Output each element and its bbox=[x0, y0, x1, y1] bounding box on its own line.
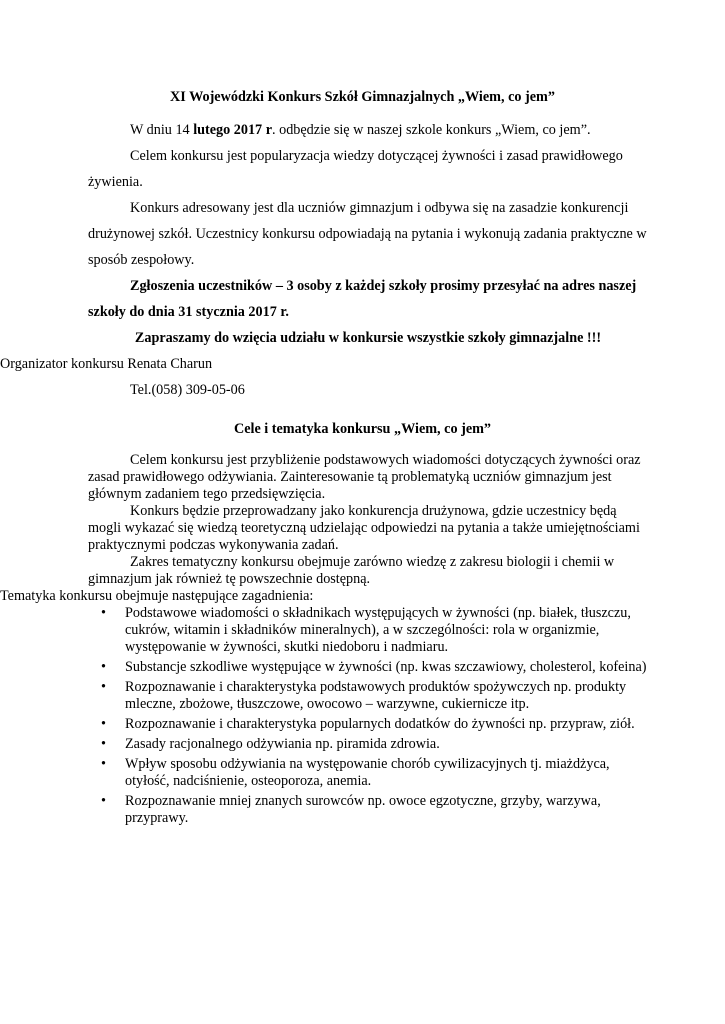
bullet-icon: • bbox=[101, 679, 106, 695]
topics-list bbox=[88, 605, 648, 827]
topic-text: Zasady racjonalnego odżywiania np. piramida zdrowia. bbox=[125, 736, 440, 752]
list-item bbox=[88, 756, 648, 790]
phone-line: Tel.(058) 309-05-06 bbox=[130, 382, 245, 398]
date-text-pre: W dniu 14 bbox=[130, 122, 194, 138]
goals-title: Cele i tematyka konkursu „Wiem, co jem” bbox=[233, 421, 492, 437]
bullet-icon: • bbox=[101, 605, 106, 621]
bullet-icon: • bbox=[101, 793, 106, 809]
list-item bbox=[88, 793, 648, 827]
topic-text: Wpływ sposobu odżywiania na występowanie chorób cywilizacyjnych tj. miażdżyca, otyłość, nadciśnienie, osteoporoza, anemia. bbox=[125, 756, 610, 789]
list-item bbox=[88, 736, 648, 753]
organizer-text: Organizator konkursu Renata Charun bbox=[0, 356, 213, 372]
list-item bbox=[88, 679, 648, 713]
topic-text: Rozpoznawanie i charakterystyka podstawowych produktów spożywczych np. produkty mleczne, zbożowe, tłuszczowe, owocowo – warzywne, cukiernicze itp. bbox=[125, 679, 627, 712]
date-text-post: . odbędzie się w naszej szkole konkurs „Wiem, co jem”. bbox=[272, 122, 591, 138]
bullet-icon: • bbox=[101, 716, 106, 732]
goals-paragraph-2: Konkurs będzie przeprowadzany jako konkurencja drużynowa, gdzie uczestnicy będą mogli wykazać się wiedzą teoretyczną udzielając odpowiedzi na pytania a także umiejętnościami praktycznymi podczas wykonywania zadań. bbox=[88, 503, 640, 553]
topic-text: Rozpoznawanie mniej znanych surowców np. owoce egzotyczne, grzyby, warzywa, przyprawy. bbox=[125, 793, 601, 826]
announcement-section bbox=[0, 117, 648, 403]
date-text-bold: lutego 2017 r bbox=[193, 122, 272, 138]
organizer-line bbox=[0, 351, 648, 377]
purpose-paragraph: Celem konkursu jest popularyzacja wiedzy dotyczącej żywności i zasad prawidłowego żywienia. bbox=[88, 148, 623, 190]
invitation-paragraph: Zapraszamy do wzięcia udziału w konkursie wszystkie szkoły gimnazjalne !!! bbox=[134, 330, 602, 346]
bullet-icon: • bbox=[101, 736, 106, 752]
goals-section bbox=[0, 452, 648, 830]
registration-paragraph: Zgłoszenia uczestników – 3 osoby z każdej szkoły prosimy przesyłać na adres naszej szkoły do dnia 31 stycznia 2017 r. bbox=[88, 278, 637, 320]
bullet-icon: • bbox=[101, 659, 106, 675]
list-item bbox=[88, 716, 648, 733]
announcement-date-paragraph bbox=[88, 117, 648, 143]
topic-text: Rozpoznawanie i charakterystyka popularnych dodatków do żywności np. przypraw, ziół. bbox=[125, 716, 635, 732]
goals-paragraph-3: Zakres tematyczny konkursu obejmuje zarówno wiedzę z zakresu biologii i chemii w gimnazjum jak również tę powszechnie dostępną. bbox=[88, 554, 615, 587]
audience-paragraph: Konkurs adresowany jest dla uczniów gimnazjum i odbywa się na zasadzie konkurencji drużynowej szkół. Uczestnicy konkursu odpowiadają na pytania i wykonują zadania praktyczne w sposób zespołowy. bbox=[88, 200, 647, 268]
list-item bbox=[88, 659, 648, 676]
topics-intro: Tematyka konkursu obejmuje następujące zagadnienia: bbox=[0, 588, 314, 604]
list-item bbox=[88, 605, 648, 656]
bullet-icon: • bbox=[101, 756, 106, 772]
topic-text: Podstawowe wiadomości o składnikach występujących w żywności (np. białek, tłuszczu, cukrów, witamin i składników mineralnych), a w szczególności: rola w organizmie, występowanie w żywności, skutki niedoboru i nadmiaru. bbox=[125, 605, 631, 655]
document-title: XI Wojewódzki Konkurs Szkół Gimnazjalnych „Wiem, co jem” bbox=[170, 89, 555, 105]
goals-paragraph-1: Celem konkursu jest przybliżenie podstawowych wiadomości dotyczących żywności oraz zasad prawidłowego odżywiania. Zainteresowanie tą problematyką uczniów gimnazjum jest głównym zadaniem tego przedsięwzięcia. bbox=[88, 452, 641, 502]
topic-text: Substancje szkodliwe występujące w żywności (np. kwas szczawiowy, cholesterol, kofeina) bbox=[125, 659, 647, 675]
